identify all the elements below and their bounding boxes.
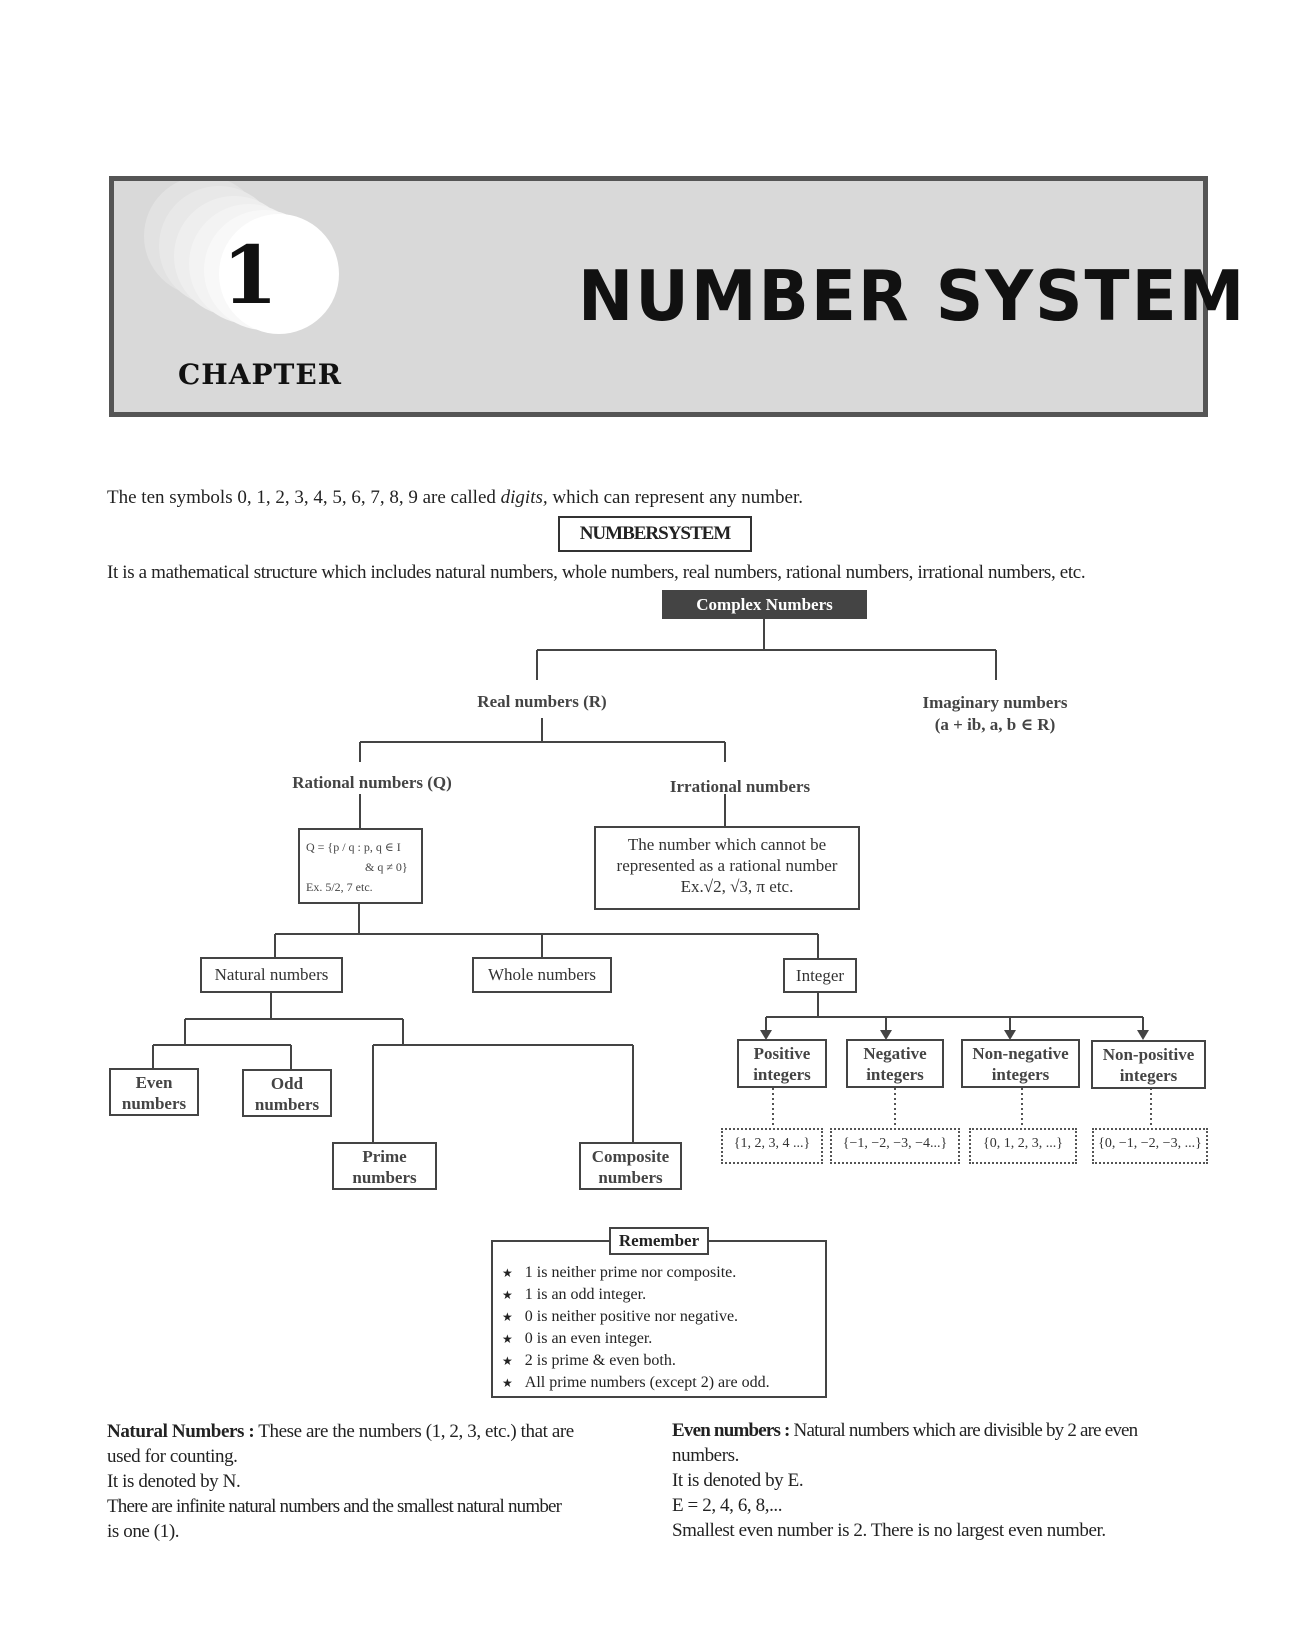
star-icon: ★ <box>502 1266 513 1280</box>
intro-paragraph: The ten symbols 0, 1, 2, 3, 4, 5, 6, 7, 8, 9 are called digits, which can represent any number. <box>107 487 803 508</box>
whole-numbers-node: Whole numbers <box>472 957 612 993</box>
remember-item: ★ 1 is an odd integer. <box>502 1286 647 1303</box>
chapter-label: CHAPTER <box>178 358 342 391</box>
star-icon: ★ <box>502 1376 513 1390</box>
description-paragraph: It is a mathematical structure which includes natural numbers, whole numbers, real numbers, rational numbers, irrational numbers, etc. <box>107 562 1086 583</box>
real-numbers-label: Real numbers (R) <box>477 692 607 711</box>
negative-integers-node: Negative integers <box>846 1039 944 1088</box>
complex-numbers-node: Complex Numbers <box>662 590 867 619</box>
star-icon: ★ <box>502 1354 513 1368</box>
positive-integers-set: {1, 2, 3, 4 ...} <box>721 1128 823 1164</box>
star-icon: ★ <box>502 1310 513 1324</box>
star-icon: ★ <box>502 1332 513 1346</box>
composite-numbers-node: Composite numbers <box>579 1142 682 1190</box>
irrational-definition-box: The number which cannot be represented as a rational number Ex.√2, √3, π etc. <box>594 826 860 910</box>
prime-numbers-node: Prime numbers <box>332 1142 437 1190</box>
non-negative-integers-node: Non-negative integers <box>961 1039 1080 1088</box>
even-numbers-node: Even numbers <box>109 1068 199 1116</box>
section-heading: NUMBERSYSTEM <box>558 516 752 552</box>
non-positive-integers-node: Non-positive integers <box>1091 1040 1206 1089</box>
negative-integers-set: {−1, −2, −3, −4...} <box>830 1128 960 1164</box>
irrational-numbers-label: Irrational numbers <box>669 777 811 796</box>
remember-list <box>502 1262 770 1394</box>
positive-integers-node: Positive integers <box>737 1039 827 1088</box>
natural-numbers-section: Natural Numbers : These are the numbers (1, 2, 3, etc.) that are used for counting. It is denoted by N. There are infinite natural numbers and the smallest natural number is one (1). <box>107 1421 574 1542</box>
rational-definition-box: Q = {p / q : p, q ∈ I & q ≠ 0} Ex. 5/2, 7 etc. <box>298 828 423 904</box>
integer-node: Integer <box>783 958 857 993</box>
chapter-title: NUMBER SYSTEM <box>578 256 1247 337</box>
remember-item: ★ 0 is an even integer. <box>502 1330 653 1347</box>
remember-item: ★ 0 is neither positive nor negative. <box>502 1308 739 1325</box>
star-icon: ★ <box>502 1288 513 1302</box>
imaginary-numbers-label: Imaginary numbers (a + ib, a, b ∈ R) <box>922 693 1068 734</box>
rational-numbers-label: Rational numbers (Q) <box>292 773 452 792</box>
non-positive-integers-set: {0, −1, −2, −3, ...} <box>1092 1128 1208 1164</box>
remember-item: ★ 2 is prime & even both. <box>502 1352 676 1369</box>
chapter-number: 1 <box>222 228 278 322</box>
non-negative-integers-set: {0, 1, 2, 3, ...} <box>969 1128 1077 1164</box>
remember-item: ★ 1 is neither prime nor composite. <box>502 1264 737 1281</box>
odd-numbers-node: Odd numbers <box>242 1069 332 1117</box>
natural-numbers-node: Natural numbers <box>200 957 343 993</box>
remember-item: ★ All prime numbers (except 2) are odd. <box>502 1374 770 1391</box>
remember-title: Remember <box>609 1227 709 1255</box>
even-numbers-section: Even numbers : Natural numbers which are divisible by 2 are even numbers. It is denoted by E. E = 2, 4, 6, 8,... Smallest even number is 2. There is no largest even number. <box>672 1420 1138 1541</box>
